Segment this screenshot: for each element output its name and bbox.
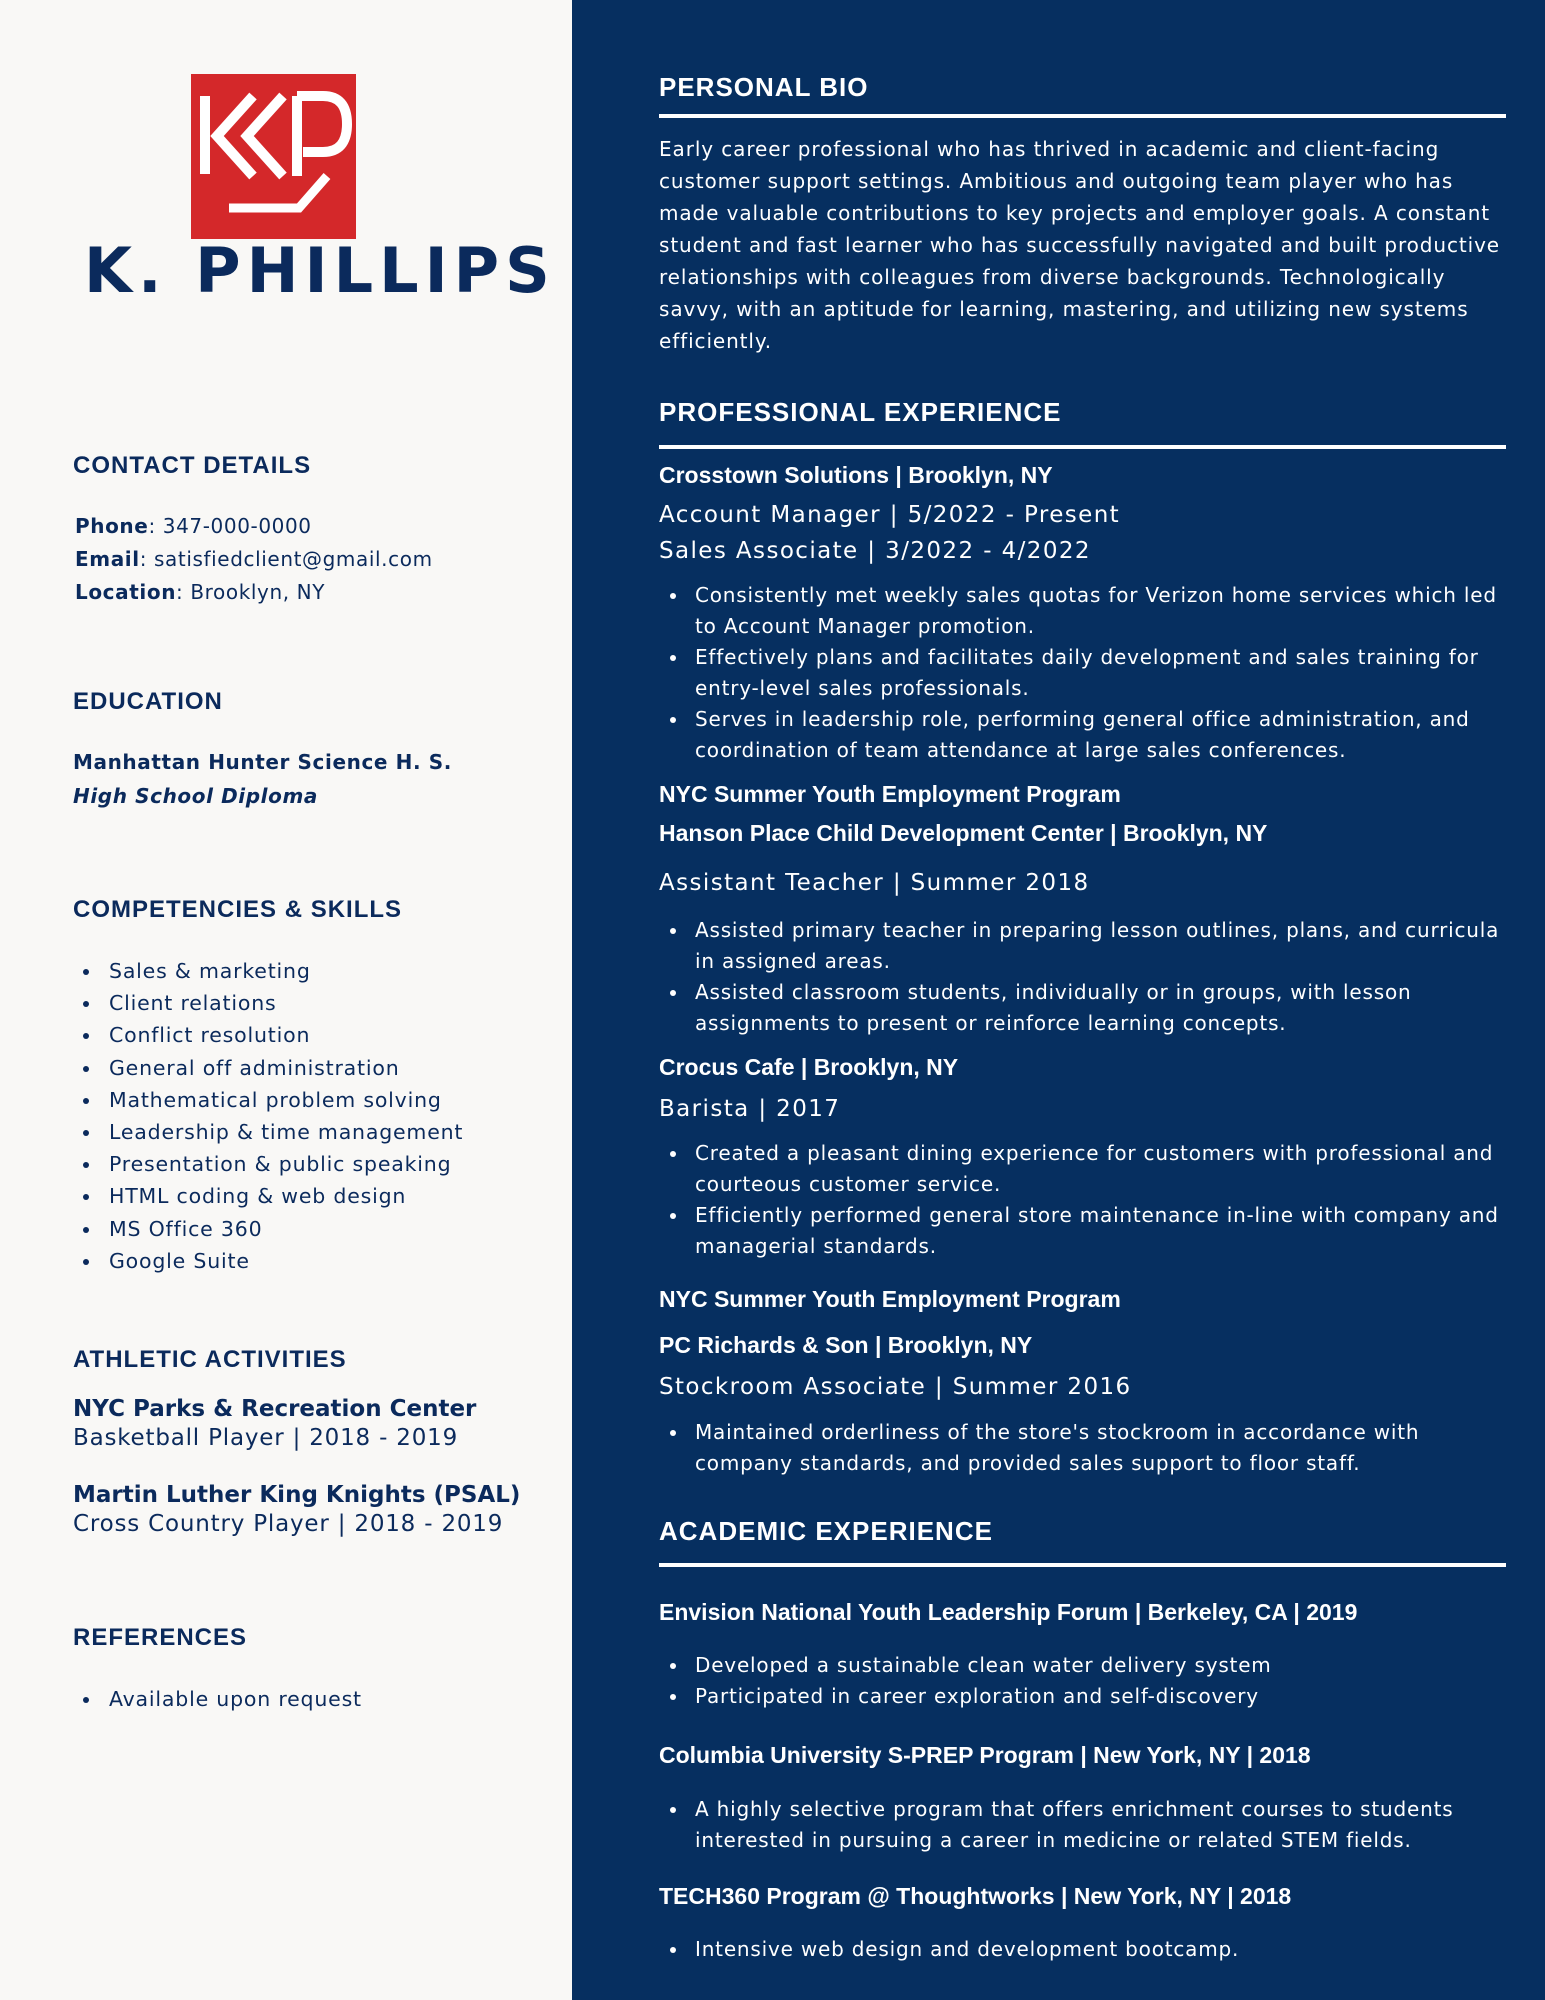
job-role: Account Manager | 5/2022 - Present [659, 502, 1121, 528]
job-bullet: Maintained orderliness of the store's stockroom in accordance with company standards, and provided sales support to floor staff. [659, 1417, 1519, 1479]
job-org: PC Richards & Son | Brooklyn, NY [659, 1332, 1033, 1358]
email-value[interactable]: satisfiedclient@gmail.com [154, 547, 433, 571]
academic-bullets [659, 1934, 1519, 1965]
location-value: Brooklyn, NY [190, 580, 326, 604]
academic-bullet: A highly selective program that offers enrichment courses to students interested in pursuing a career in medicine or related STEM fields. [659, 1794, 1519, 1856]
skill-item: Presentation & public speaking [73, 1148, 463, 1180]
academic-org: Envision National Youth Leadership Forum | Berkeley, CA | 2019 [659, 1599, 1358, 1625]
reference-item: Available upon request [73, 1683, 362, 1715]
academic-heading: ACADEMIC EXPERIENCE [659, 1516, 993, 1546]
skills-heading: COMPETENCIES & SKILLS [73, 896, 403, 923]
contact-location: Location: Brooklyn, NY [75, 580, 326, 604]
references-list [73, 1683, 362, 1715]
section-divider [659, 1563, 1506, 1567]
athletic-org: Martin Luther King Knights (PSAL) [73, 1482, 521, 1508]
job-bullet: Effectively plans and facilitates daily development and sales training for entry-level sales professionals. [659, 642, 1519, 704]
job-bullet: Consistently met weekly sales quotas for Verizon home services which led to Account Manager promotion. [659, 580, 1519, 642]
academic-org: Columbia University S-PREP Program | New York, NY | 2018 [659, 1742, 1311, 1768]
kp-logo [191, 74, 356, 239]
contact-details [75, 510, 433, 609]
academic-bullets [659, 1794, 1519, 1856]
job-org: Hanson Place Child Development Center | Brooklyn, NY [659, 820, 1268, 846]
academic-bullets [659, 1650, 1519, 1712]
job-bullets [659, 1417, 1519, 1479]
skill-item: Google Suite [73, 1245, 463, 1277]
job-bullet: Assisted classroom students, individually or in groups, with lesson assignments to present or reinforce learning concepts. [659, 977, 1519, 1039]
job-bullet: Serves in leadership role, performing general office administration, and coordination of team attendance at large sales conferences. [659, 704, 1519, 766]
skills-list [73, 955, 463, 1277]
job-bullets [659, 1138, 1519, 1262]
academic-bullet: Participated in career exploration and self-discovery [659, 1681, 1519, 1712]
bio-text: Early career professional who has thrived in academic and client-facing customer support settings. Ambitious and outgoing team player who has made valuable contributions to key projects and employer goals. A constant student and fast learner who has successfully navigated and built productive relationships with colleagues from diverse backgrounds. Technologically savvy, with an aptitude for learning, mastering, and utilizing new systems efficiently. [659, 137, 1501, 353]
athletic-role: Basketball Player | 2018 - 2019 [73, 1425, 459, 1451]
contact-phone: Phone: 347-000-0000 [75, 514, 312, 538]
job-role: Barista | 2017 [659, 1096, 841, 1122]
skill-item: Conflict resolution [73, 1019, 463, 1051]
professional-heading: PROFESSIONAL EXPERIENCE [659, 397, 1062, 427]
skill-item: General off administration [73, 1052, 463, 1084]
references-heading: REFERENCES [73, 1624, 248, 1651]
section-divider [659, 445, 1506, 449]
academic-bullet: Developed a sustainable clean water delivery system [659, 1650, 1519, 1681]
job-program: NYC Summer Youth Employment Program [659, 1286, 1121, 1312]
education-degree: High School Diploma [73, 784, 319, 808]
job-role: Stockroom Associate | Summer 2016 [659, 1374, 1132, 1400]
athletic-role: Cross Country Player | 2018 - 2019 [73, 1511, 504, 1537]
job-role: Sales Associate | 3/2022 - 4/2022 [659, 538, 1091, 564]
skill-item: Mathematical problem solving [73, 1084, 463, 1116]
skill-item: MS Office 360 [73, 1213, 463, 1245]
athletic-org: NYC Parks & Recreation Center [73, 1396, 477, 1422]
phone-label: Phone [75, 514, 149, 538]
email-label: Email [75, 547, 140, 571]
skill-item: Leadership & time management [73, 1116, 463, 1148]
skill-item: Sales & marketing [73, 955, 463, 987]
job-role: Assistant Teacher | Summer 2018 [659, 870, 1090, 896]
job-bullets [659, 580, 1519, 766]
contact-heading: CONTACT DETAILS [73, 452, 312, 479]
main-content [572, 0, 1545, 2000]
job-program: NYC Summer Youth Employment Program [659, 781, 1121, 807]
skill-item: HTML coding & web design [73, 1180, 463, 1212]
skill-item: Client relations [73, 987, 463, 1019]
job-bullet: Efficiently performed general store maintenance in-line with company and managerial standards. [659, 1200, 1519, 1262]
candidate-name: K. PHILLIPS [84, 234, 556, 307]
bio-heading: PERSONAL BIO [659, 72, 869, 102]
education-school: Manhattan Hunter Science H. S. [73, 750, 452, 774]
section-divider [659, 114, 1506, 118]
location-label: Location [75, 580, 177, 604]
education-heading: EDUCATION [73, 688, 223, 715]
job-bullets [659, 915, 1519, 1039]
job-bullet: Created a pleasant dining experience for customers with professional and courteous customer service. [659, 1138, 1519, 1200]
contact-email: Email: satisfiedclient@gmail.com [75, 547, 433, 571]
kp-logo-mark [191, 74, 356, 239]
job-bullet: Assisted primary teacher in preparing lesson outlines, plans, and curricula in assigned areas. [659, 915, 1519, 977]
athletic-heading: ATHLETIC ACTIVITIES [73, 1346, 347, 1373]
academic-org: TECH360 Program @ Thoughtworks | New York, NY | 2018 [659, 1883, 1292, 1909]
academic-bullet: Intensive web design and development bootcamp. [659, 1934, 1519, 1965]
left-sidebar [0, 0, 572, 2000]
phone-value[interactable]: 347-000-0000 [162, 514, 312, 538]
job-org: Crocus Cafe | Brooklyn, NY [659, 1054, 959, 1080]
job-org: Crosstown Solutions | Brooklyn, NY [659, 462, 1053, 488]
